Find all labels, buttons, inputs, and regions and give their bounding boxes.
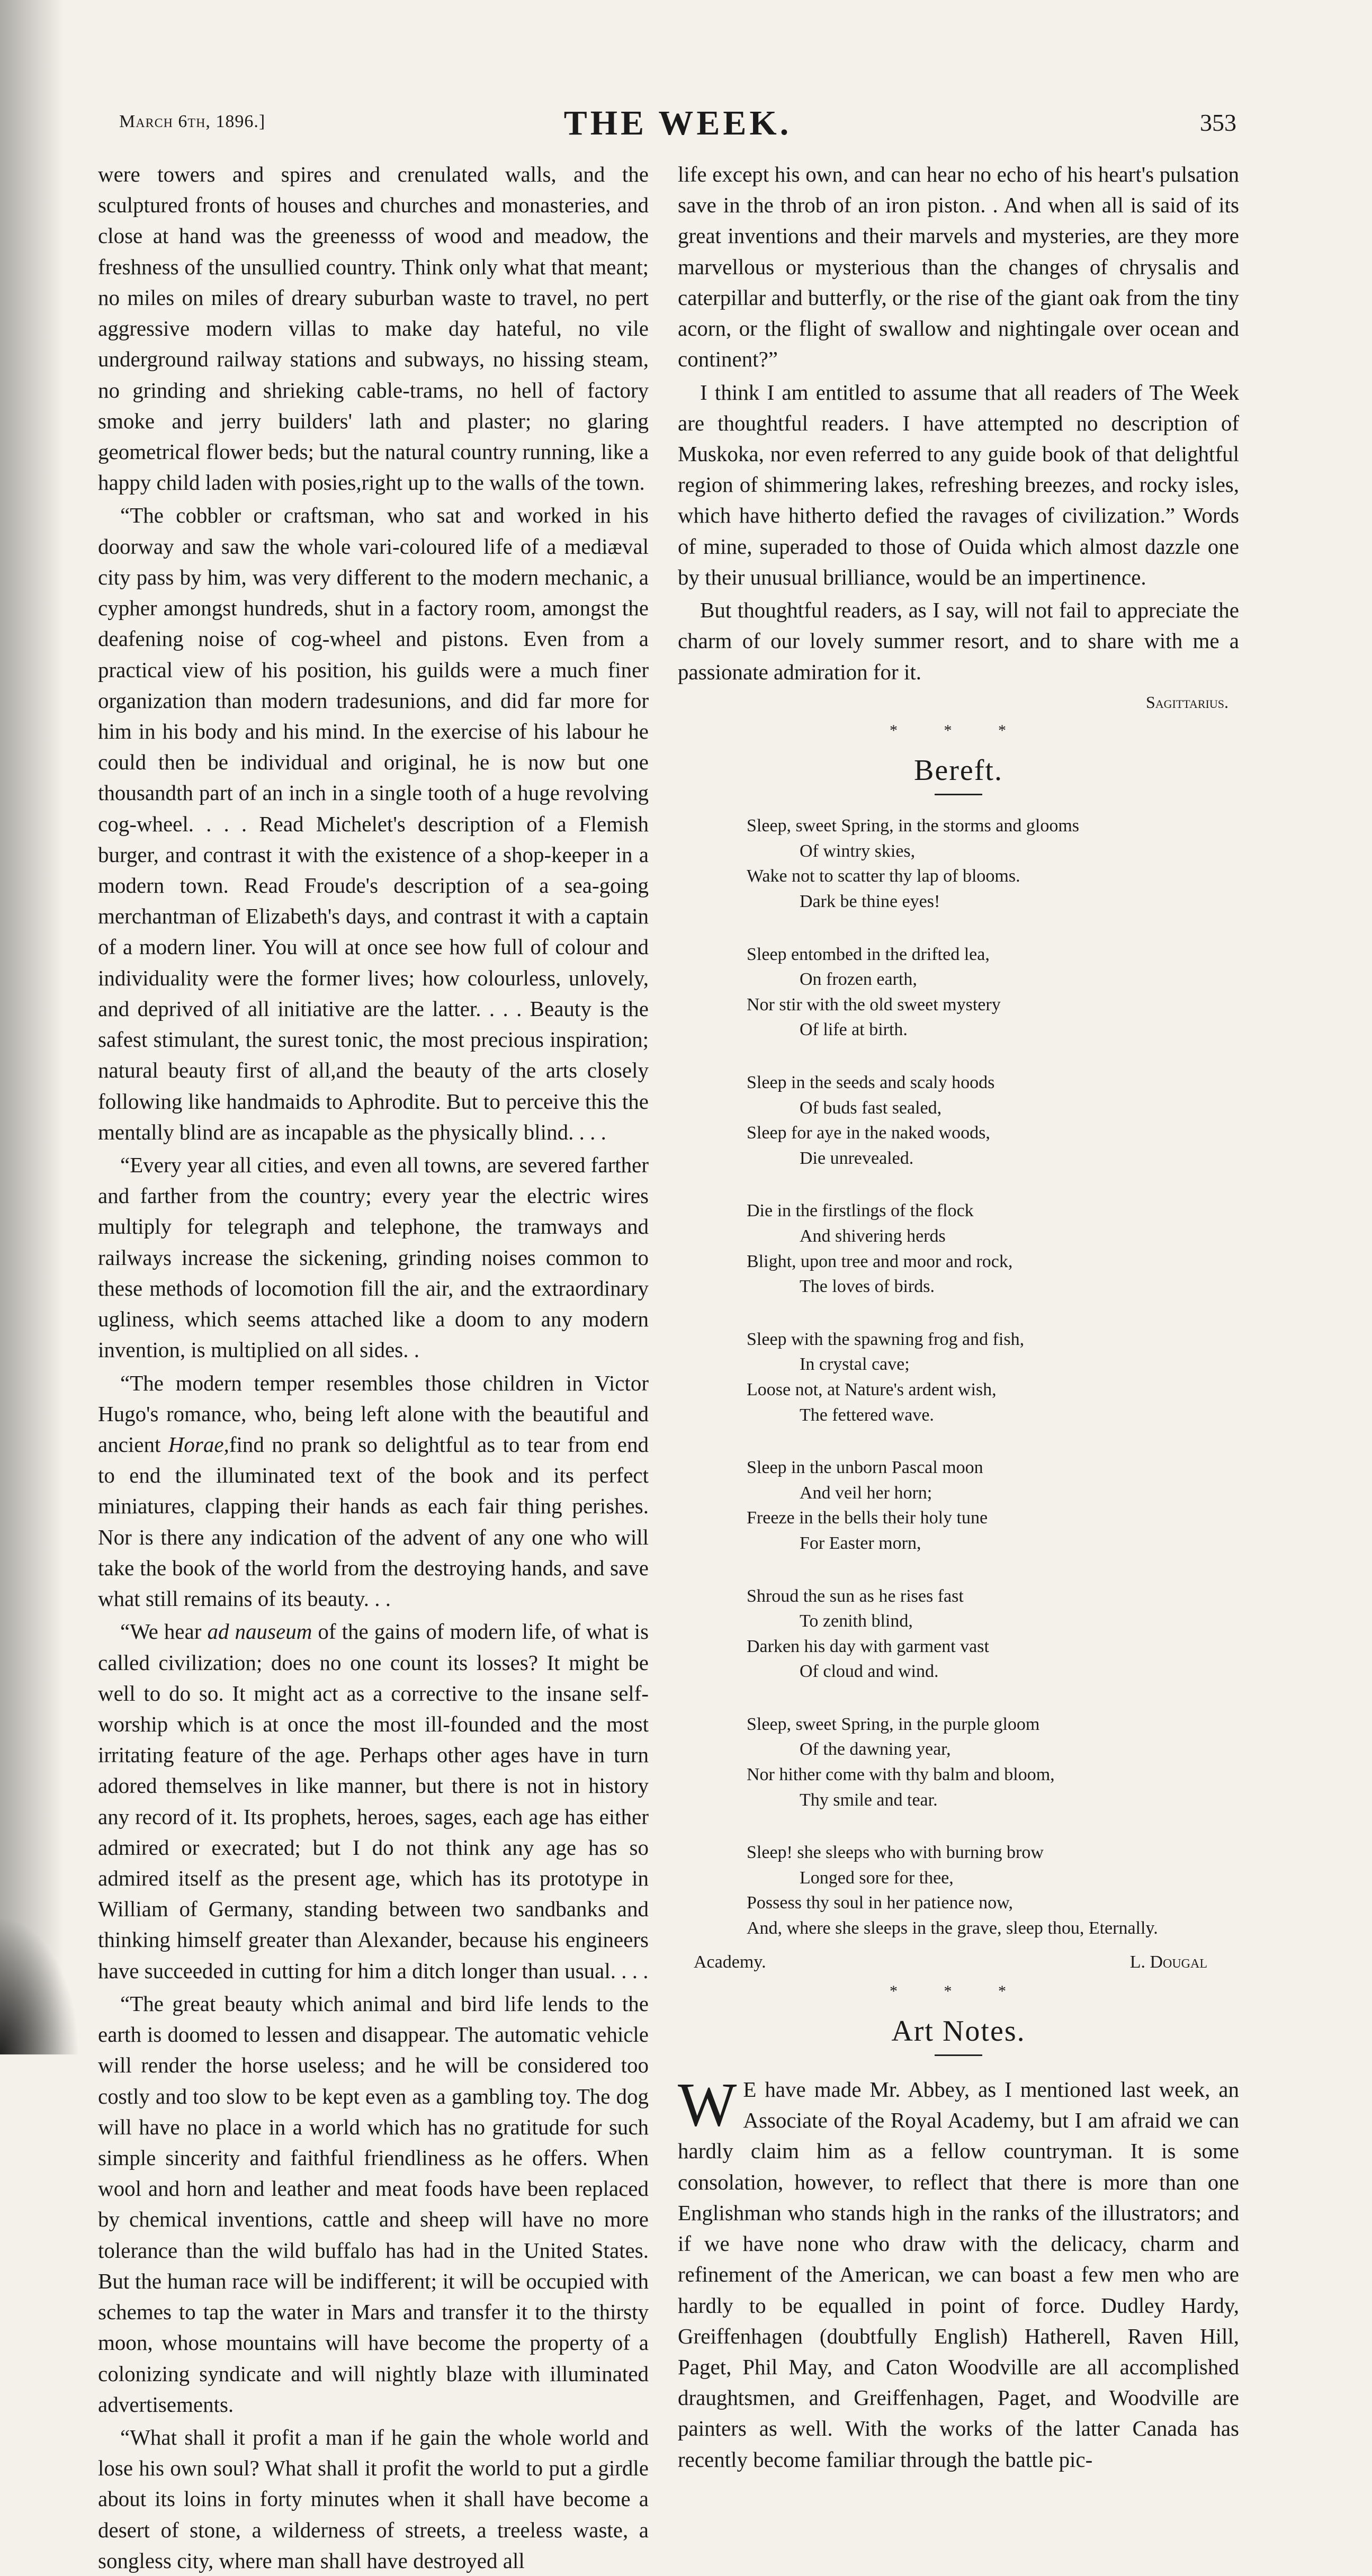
title-rule (935, 794, 982, 795)
poem-line: Sleep for aye in the naked woods, (747, 1123, 990, 1143)
section-title: Art Notes. (891, 2014, 1026, 2048)
paragraph-text: “We hear (120, 1619, 202, 1644)
page-number: 353 (1200, 109, 1236, 136)
poem-line: Sleep! she sleeps who with burning brow (747, 1843, 1044, 1863)
poem-line: Sleep entombed in the drifted lea, (747, 944, 990, 964)
paragraph (98, 1616, 649, 1986)
poem-line: And shivering herds (800, 1226, 946, 1246)
poem-stanza (747, 1584, 1239, 1684)
poem-stanza (747, 1712, 1239, 1812)
poem-stanza (747, 1198, 1239, 1299)
header-date: March 6th, 1896.] (119, 112, 266, 131)
poem-line: On frozen earth, (800, 970, 917, 990)
poem-line: For Easter morn, (800, 1533, 921, 1553)
paragraph-text: “The modern temper resembles those children in Victor Hugo's romance, who, being left alone with the beautiful and ancient (98, 1370, 649, 1457)
scan-corner-blot (0, 1917, 79, 2054)
right-column (678, 159, 1239, 2472)
poem-stanza (747, 813, 1239, 914)
scan-edge-shadow (0, 0, 64, 2054)
poem-line: The loves of birds. (800, 1277, 935, 1297)
poem-stanza (747, 1327, 1239, 1428)
left-column (98, 159, 649, 2573)
poem-stanza (747, 1455, 1239, 1556)
paragraph: “What shall it profit a man if he gain the whole world and lose his own soul? What shall it profit the world to put a girdle about its loins in forty minutes when it shall have become a desert of stone, a wilderness of streets, a treeless waste, a songless city, where man shall have destroyed all (98, 2425, 649, 2573)
page-header (119, 103, 1236, 151)
publication-title: THE WEEK. (563, 104, 792, 142)
paragraph-text: find no prank so delightful as to tear from end to end the illuminated text of the book and its perfect miniatures, clapping their hands as each fair thing perishes. Nor is there any indication of the advent of any one who will take the book of the world from the destroying hands, and save what still remains of its beauty. . . (98, 1432, 649, 1611)
poem-line: Sleep in the seeds and scaly hoods (747, 1073, 995, 1093)
title-rule (935, 2054, 982, 2056)
section-divider-stars: * * * (890, 722, 1027, 740)
poem-line: Nor stir with the old sweet mystery (747, 994, 1001, 1015)
poem-line: Thy smile and tear. (800, 1790, 938, 1810)
poem-title: Bereft. (914, 753, 1003, 787)
poem-line: Sleep, sweet Spring, in the purple gloom (747, 1714, 1040, 1734)
poem-source: Academy. (694, 1952, 766, 1972)
poem-line: Die in the firstlings of the flock (747, 1201, 974, 1221)
paragraph: I think I am entitled to assume that all readers of The Week are thoughtful readers. I have attempted no description of Muskoka, nor even referred to any guide book of that delightful region of shimmering lakes, refreshing breezes, and rocky isles, which have hitherto defied the ravages of civilization.” Words of mine, superaded to those of Ouida which almost dazzle one by their unusual brilliance, would be an impertinence. (678, 380, 1239, 589)
italic-title: Horae, (168, 1432, 229, 1457)
poem-line: And, where she sleeps in the grave, sleep thou, Eternally. (747, 1918, 1158, 1938)
poem-line: Wake not to scatter thy lap of blooms. (747, 866, 1020, 886)
poem-line: Blight, upon tree and moor and rock, (747, 1251, 1013, 1271)
drop-cap: W (678, 2070, 737, 2140)
poem-line: Darken his day with garment vast (747, 1636, 989, 1656)
poem-line: Shroud the sun as he rises fast (747, 1586, 964, 1606)
paragraph: But thoughtful readers, as I say, will not fail to appreciate the charm of our lovely summer resort, and to share with me a passionate admiration for it. (678, 598, 1239, 684)
poem-line: Nor hither come with thy balm and bloom, (747, 1765, 1055, 1785)
poem-line: Loose not, at Nature's ardent wish, (747, 1379, 997, 1399)
paragraph-text: of the gains of modern life, of what is called civilization; does no one count its losses? It might be well to do so. It might act as a corrective to the insane self-worship which is at once the most ill-founded and the most irritating feature of the age. Perhaps other ages have in turn adored themselves in like manner, but there is not in history any record of it. Its prophets, heroes, sages, each age has either admired or execrated; but I do not think any age has so admired itself as the present age, which has its prototype in William of Germany, standing between two sandbanks and thinking himself greater than Alexander, because his engineers have succeeded in cutting for him a ditch longer than usual. . . . (98, 1619, 649, 1983)
poem-line: Freeze in the bells their holy tune (747, 1508, 988, 1528)
poem-line: To zenith blind, (800, 1611, 913, 1631)
poem-attribution (694, 1950, 1207, 1975)
poem-stanza (747, 942, 1239, 1043)
paragraph: “The great beauty which animal and bird life lends to the earth is doomed to lessen and disappear. The automatic vehicle will render the horse useless; and he will be considered too costly and too slow to be kept even as a gambling toy. The dog will have no place in a world which has no gratitude for such simple sincerity and faithful friendliness as he offers. When wool and horn and leather and meat foods have been replaced by chemical inventions, cattle and sheep will have no more tolerance than the wild buffalo has had in the United States. But the human race will be indifferent; it will be occupied with schemes to tap the water in Mars and transfer it to the thirsty moon, whose mountains will have become the property of a colonizing syndicate and will nightly blaze with illuminated advertisements. (98, 1991, 649, 2417)
poem-line: Sleep in the unborn Pascal moon (747, 1458, 983, 1478)
section-divider-stars: * * * (890, 1982, 1027, 2000)
paragraph: life except his own, and can hear no echo of his heart's pulsation save in the throb of an iron piston. . And when all is said of its great inventions and their marvels and mysteries, are they more marvellous or mysterious than the changes of chrysalis and caterpillar and butterfly, or the rise of the giant oak from the tiny acorn, or the flight of swallow and nightingale over ocean and continent?” (678, 162, 1239, 372)
poem-line: Dark be thine eyes! (800, 892, 940, 912)
paragraph: “The cobbler or craftsman, who sat and worked in his doorway and saw the whole vari-coloured life of a mediæval city pass by him, was very different to the modern mechanic, a cypher amongst hundreds, shut in a factory room, amongst the deafening noise of cog-wheel and pistons. Even from a practical view of his position, his guilds were a much finer organization than modern tradesunions, and did far more for him in his body and his mind. In the exercise of his labour he could then be individual and original, he is now but one thousandth part of an inch in a single tooth of a huge revolving cog-wheel. . . . Read Michelet's description of a Flemish burger, and contrast it with the existence of a shop-keeper in a modern town. Read Froude's description of a sea-going merchantman of Elizabeth's days, and contrast it with a captain of a modern liner. You will at once see how full of colour and individuality were the former lives; how colourless, unlovely, and deprived of all initiative are the latter. . . . Beauty is the safest stimulant, the surest tonic, the most precious inspiration; natural beauty first of all,and the beauty of the arts closely following like handmaids to Aphrodite. But to perceive this the mentally blind are as incapable as the physically blind. . . . (98, 503, 649, 1144)
poem-line: Sleep, sweet Spring, in the storms and glooms (747, 816, 1080, 836)
poem-line: Of wintry skies, (800, 841, 916, 861)
poem-stanza (747, 1840, 1239, 1941)
poem-line: And veil her horn; (800, 1483, 932, 1503)
author-signature: Sagittarius. (1145, 692, 1228, 712)
paragraph: were towers and spires and crenulated walls, and the sculptured fronts of houses and churches and monasteries, and close at hand was the greenesss of wood and meadow, the freshness of the unsullied country. Think only what that meant; no miles on miles of dreary suburban waste to travel, no pert aggressive modern villas to make day hateful, no vile underground railway stations and subways, no hissing steam, no grinding and shrieking cable-trams, no hell of factory smoke and jerry builders' lath and plaster; no glaring geometrical flower beds; but the natural country running, like a happy child laden with posies,right up to the walls of the town. (98, 162, 649, 495)
poem (747, 813, 1239, 1941)
poem-line: Possess thy soul in her patience now, (747, 1893, 1014, 1913)
paragraph (678, 2070, 1239, 2475)
poem-line: Sleep with the spawning frog and fish, (747, 1329, 1025, 1349)
poem-line: Of cloud and wind. (800, 1662, 939, 1682)
poem-author: L. Dougal (1129, 1952, 1207, 1972)
poem-line: Of buds fast sealed, (800, 1098, 942, 1118)
poem-line: Of the dawning year, (800, 1739, 951, 1760)
poem-line: The fettered wave. (800, 1405, 934, 1425)
poem-line: Die unrevealed. (800, 1148, 914, 1168)
paragraph-text: E have made Mr. Abbey, as I mentioned last week, an Associate of the Royal Academy, but I am afraid we can hardly claim him as a fellow countryman. It is some consolation, however, to reflect that there is more than one Englishman who stands high in the ranks of the illustrators; and if we have none who draw with the delicacy, charm and refinement of the American, we can boast a few men who are hardly to be equalled in point of force. Dudley Hardy, Greiffenhagen (doubtfully English) Hatherell, Raven Hill, Paget, Phil May, and Caton Woodville are all accomplished draughtsmen, and Greiffenhagen, Paget, and Woodville are painters as well. With the works of the latter Canada has recently become familiar through the battle pic- (678, 2077, 1239, 2472)
paragraph (98, 1368, 649, 1614)
poem-line: Longed sore for thee, (800, 1868, 954, 1888)
poem-stanza (747, 1070, 1239, 1171)
poem-line: Of life at birth. (800, 1020, 908, 1040)
paragraph: “Every year all cities, and even all towns, are severed farther and farther from the country; every year the electric wires multiply for telegraph and telephone, the tramways and railways increase the sickening, grinding noises common to these methods of locomotion fill the air, and the extraordinary ugliness, which seems attached like a doom to any modern invention, is multiplied on all sides. . (98, 1153, 649, 1362)
poem-line: In crystal cave; (800, 1354, 910, 1375)
italic-phrase: ad nauseum (207, 1619, 312, 1644)
